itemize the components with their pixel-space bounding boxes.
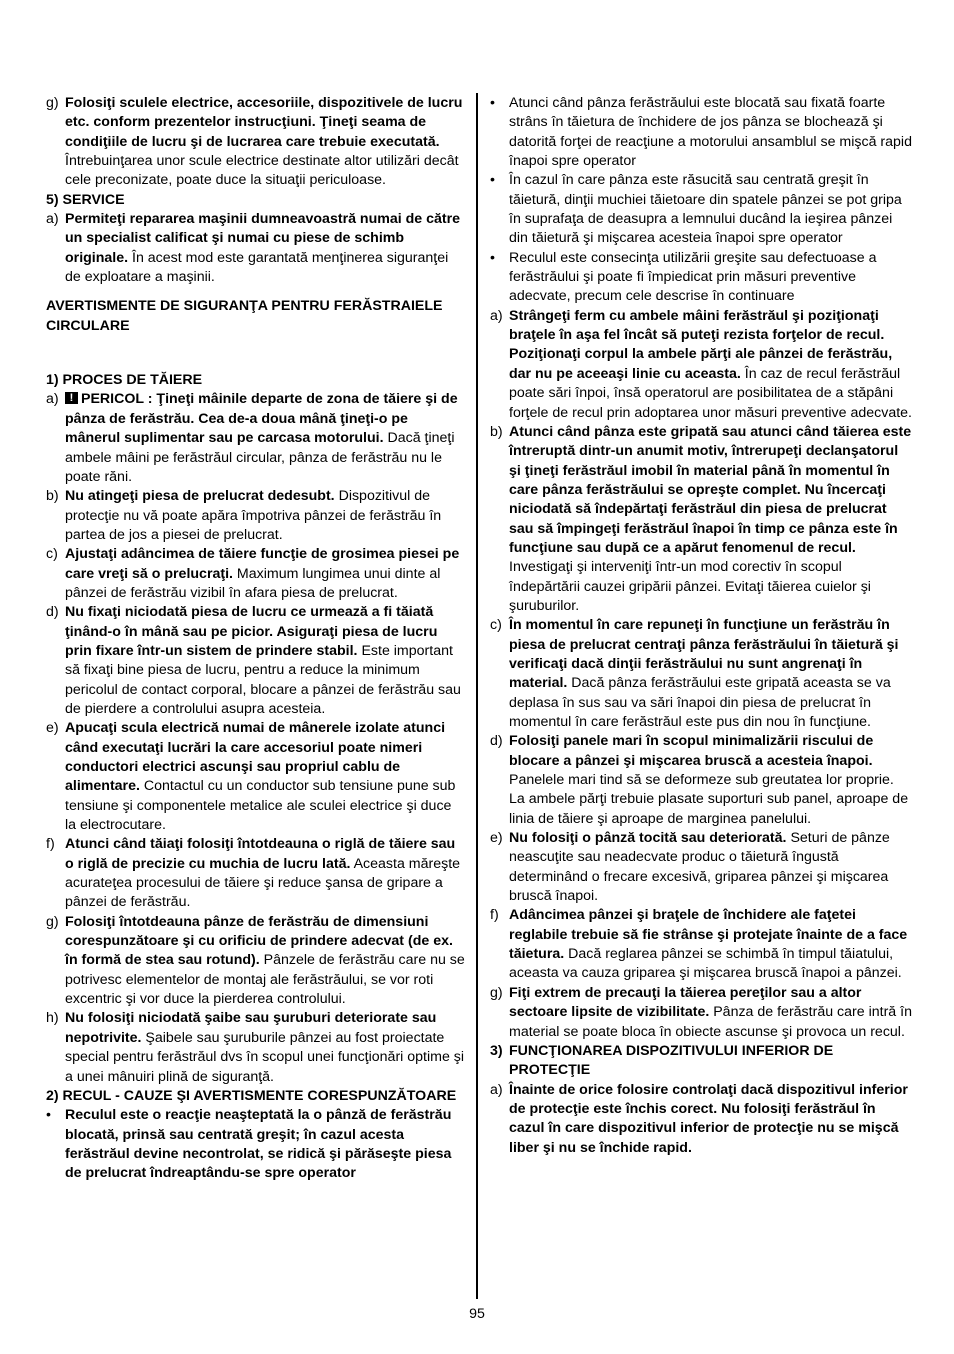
list-item-e: e) Nu folosiţi o pânză tocită sau deteriorată. Seturi de pânze neascuţite sau neadecvate produc o tăietură îngustă determinând o frecare excesivă, griparea pânzei şi mişcarea bruscă înapoi. <box>490 830 890 905</box>
list-item-f: f) Atunci când tăiaţi folosiţi întotdeauna o riglă de tăiere sau o riglă de precizie cu muchia de lucru lată. Aceasta măreşte acurateţea procesului de tăiere şi reduce şansa de gripare a pânzei de ferăstrău. <box>46 836 461 911</box>
bullet-item: • Reculul este consecinţa utilizării greşite sau defectuoase a ferăstrăului şi poate fi împiedicat prin măsuri preventive adecvate, precum cele descrise în continuare <box>490 249 877 305</box>
list-item-a: a) Strângeţi ferm cu ambele mâini ferăstrăul şi poziţionaţi braţele în aşa fel încât să puteţi rezista forţelor de recul. Poziţionaţi corpul la ambele părţi ale pânzei de ferăstrău, dar nu pe aceeaşi linie cu aceasta. În caz de recul ferăstrăul poate sări înpoi, însă operatorul are posibilitatea de a stăpâni forţele de recul prin adoptarea unor măsuri preventive adecvate. <box>490 307 912 421</box>
list-item-h: h) Nu folosiţi niciodată şaibe sau şuruburi deteriorate sau nepotrivite. Şaibele sau şuruburile pânzei au fost proiectate special pentru ferăstrăul dvs în scopul unei funcţionări optime şi a unei mânuiri plină de siguranţă. <box>46 1010 465 1085</box>
list-item-f: f) Adâncimea pânzei şi braţele de închidere ale faţetei reglabile trebuie să fie strânse şi protejate înainte de a face tăietura. Dacă reglarea pânzei se schimbă în timpul tăiatului, aceasta va cauza griparea şi mişcarea bruscă înapoi a pânzei. <box>490 907 908 982</box>
heading-proces-taiere: 1) PROCES DE TĂIERE <box>46 372 203 389</box>
column-divider <box>476 93 478 1299</box>
list-item-g: g) Fiţi extrem de precauţi la tăierea pereţilor sau a altor sectoare lipsite de vizibilitate. Pânza de ferăstrău care intră în material se poate bloca în obiecte ascunse şi provoca un recul. <box>490 984 912 1040</box>
list-item-g: g) Folosiţi sculele electrice, accesoriile, dispozitivele de lucru etc. conform prezentelor instrucţiuni. Ţineţi seama de condiţiile de lucru şi de lucrarea care trebuie executată. Întrebuinţarea unor scule electrice destinate altor utilizări decât cele preconizate, poate duce la situaţii periculoase. <box>46 95 463 189</box>
right-column <box>490 94 912 1158</box>
heading-dispozitiv-protectie: 3) FUNCŢIONAREA DISPOZITIVULUI INFERIOR DE PROTECŢIE <box>490 1042 834 1079</box>
list-item-a: a) Înainte de orice folosire controlaţi dacă dispozitivul inferior de protecţie este închis corect. Nu folosiţi ferăstrăul în cazul în care dispozitivul inferior de protecţie nu se mişcă liber şi nu se închide rapid. <box>490 1081 908 1156</box>
list-item-e: e) Apucaţi scula electrică numai de mânerele izolate atunci când executaţi lucrări la care accesoriul poate nimeri conductori electrici ascunşi sau propriul cablu de alimentare. Contactul cu un conductor sub tensiune pune sub tensiune şi componentele metalice ale sculei electrice şi duce la electrocutare. <box>46 720 456 834</box>
warning-icon <box>65 392 78 404</box>
bullet-item: • Reculul este o reacţie neaşteptată la o pânză de ferăstrău blocată, prinsă sau centrată greşit; în cazul acesta ferăstrăul devine necontrolat, se ridică şi părăseşte piesa de prelucrat îndreaptându-se spre operator <box>46 1107 452 1182</box>
list-item-b: b) Nu atingeţi piesa de prelucrat dedesubt. Dispozitivul de protecţie nu vă poate apăra împotriva pânzei de ferăstrău în partea de jos a piesei de prelucrat. <box>46 488 442 543</box>
list-item-a: a) ! PERICOL : Ţineţi mâinile departe de zona de tăiere şi de pânza de ferăstrău. Cea de-a doua mână ţineţi-o pe mânerul suplimentar sau pe carcasa motorului. Dacă ţineţi ambele mâini pe ferăstrăul circular, pânza de ferăstrău nu le poate răni. <box>46 390 466 487</box>
list-item-g: g) Folosiţi întotdeauna pânze de ferăstrău de dimensiuni corespunzătoare şi cu orificiu de prindere adecvat (de ex. în formă de stea sau rotund). Pânzele de ferăstrău care nu se potrivesc elementelor de montaj ale ferăstrăului, se vor roti excentric şi vor duce la pierderea controlului. <box>46 913 465 1008</box>
list-item-c: c) În momentul în care repuneţi în funcţiune un ferăstrău în piesa de prelucrat centraţi pânza ferăstrăului în tăietură şi verificaţi dacă dinţii ferăstrăului nu sunt angrenaţi în material. Dacă pânza ferăstrăului este gripată aceasta se va deplasa în sus sau va sări înapoi din piesa de prelucrat în momentul în care ferăstrăul este pus din nou în funcţiune. <box>490 617 899 730</box>
bullet-item: • Atunci când pânza ferăstrăului este blocată sau fixată foarte strâns în tăietura de închidere de jos pânza se blochează şi datorită forţei de reacţiune a motorului ansamblul se mişcă rapid înapoi spre operator <box>490 95 912 170</box>
list-item-d: d) Nu fixaţi niciodată piesa de lucru ce urmează a fi tăiată ţinând-o în mână sau pe picior. Asiguraţi piesa de lucru prin fixare într-un sistem de prindere stabil. Este important să fixaţi bine piesa de lucru, pentru a reduce la minimum pericolul de contact corporal, blocare a pânzei de ferăstrău sau de pierdere a controlului asupra acesteia. <box>46 604 461 717</box>
section-title: AVERTISMENTE DE SIGURANŢA PENTRU FERĂSTRAIELE CIRCULARE <box>46 298 443 334</box>
heading-recul: 2) RECUL - CAUZE ŞI AVERTISMENTE CORESPUNZĂTOARE <box>46 1087 457 1104</box>
list-item-a: a) Permiteţi repararea maşinii dumneavoastră numai de către un specialist calificat şi numai cu piese de schimb originale. În acest mod este garantată menţinerea siguranţei de exploatare a maşinii. <box>46 211 461 286</box>
list-item-b: b) Atunci când pânza este gripată sau atunci când tăierea este întreruptă dintr-un anumit motiv, întrerupeţi declanşatorul şi ţineţi ferăstrăul imobil în material până în momentul în care pânza ferăstrăului se opreşte complet. Nu încercaţi niciodată să îndepărtaţi ferăstrăul din piesa de prelucrat sau să împingeţi ferăstrăul înapoi în timp ce pânza este în funcţiune sau după ce a apărut fenomenul de recul. Investigaţi şi interveniţi într-un mod corectiv în scopul îndepărtării cauzei gripării pânzei. Evitaţi tăierea cuielor şi şuruburilor. <box>490 423 912 614</box>
left-column <box>46 94 466 1184</box>
list-item-c: c) Ajustaţi adâncimea de tăiere funcţie de grosimea piesei pe care vreţi să o prelucraţi. Maximum lungimea unui dinte al pânzei de ferăstrău vizibil în afara piesa de prelucrat. <box>46 546 460 601</box>
heading-service: 5) SERVICE <box>46 191 125 208</box>
bullet-item: • În cazul în care pânza este răsucită sau centrată greşit în tăietură, dinţii muchiei tăietoare din spatele pânzei se pot gripa în suprafaţa de deasupra a lemnului ducând la ieşirea pânzei din tăietură şi mişcarea acesteia înapoi spre operator <box>490 172 902 247</box>
list-item-d: d) Folosiţi panele mari în scopul minimalizării riscului de blocare a pânzei şi mişcarea bruscă a acesteia înapoi. Panelele mari tind să se deformeze sub greutatea lor proprie. La ambele părţi trebuie plasate suporturi sub panel, aproape de linia de tăiere şi aproape de marginea panelului. <box>490 733 909 827</box>
page-number: 95 <box>469 1306 485 1322</box>
